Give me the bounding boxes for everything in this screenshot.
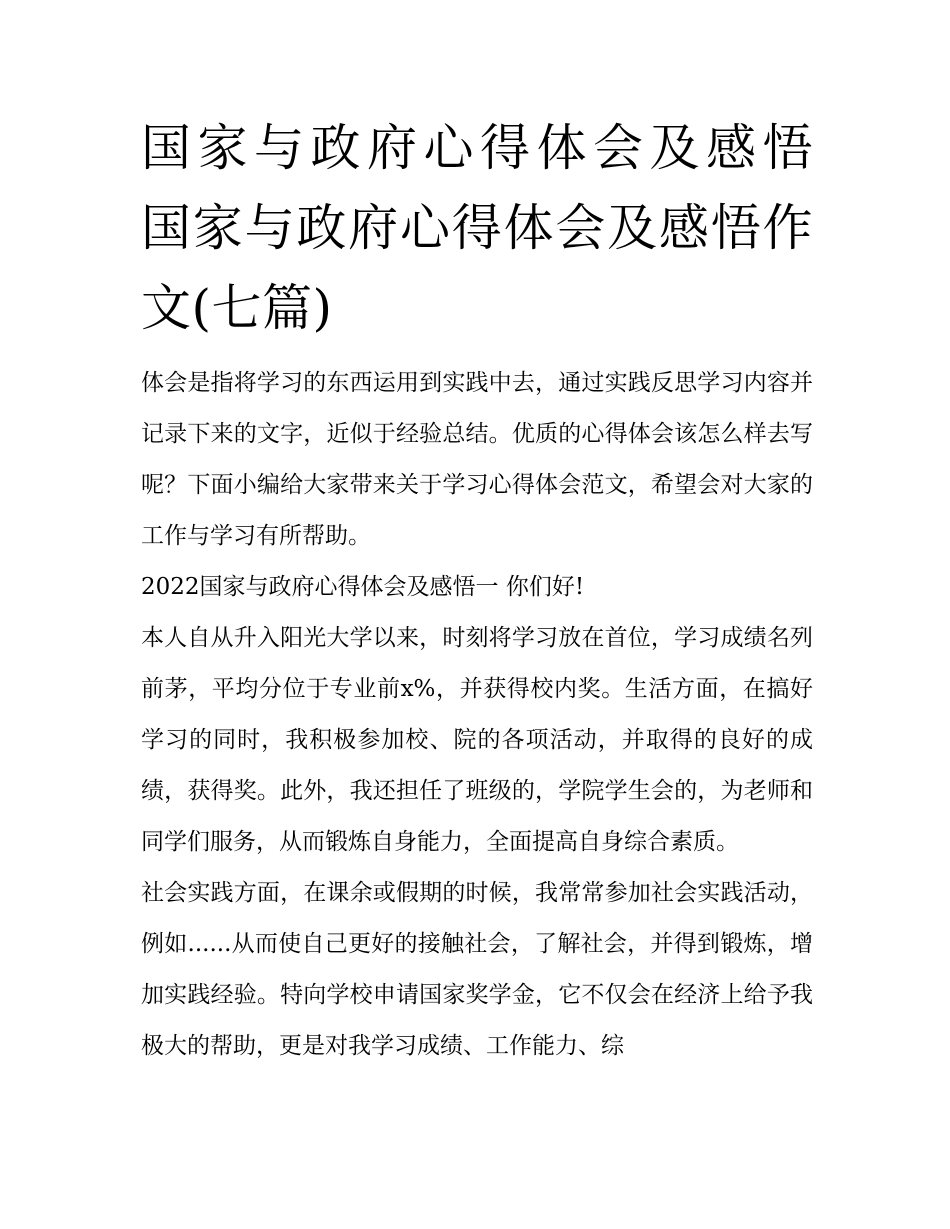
document-content — [141, 108, 813, 1072]
document-title: 国家与政府心得体会及感悟 国家与政府心得体会及感悟作文(七篇) — [141, 119, 813, 337]
paragraph-social-practice: 社会实践方面，在课余或假期的时候，我常常参加社会实践活动，例如......从而使自己更好的接触社会，了解社会，并得到锻炼，增加实践经验。特向学校申请国家奖学金，它不仅会在经济上给予我极大的帮助，更是对我学习成绩、工作能力、综 — [141, 880, 813, 1059]
paragraph-study-life: 本人自从升入阳光大学以来，时刻将学习放在首位，学习成绩名列前茅，平均分位于专业前x%，并获得校内奖。生活方面，在搞好学习的同时，我积极参加校、院的各项活动，并取得的良好的成绩，获得奖。此外，我还担任了班级的，学院学生会的，为老师和同学们服务，从而锻炼自身能力，全面提高自身综合素质。 — [141, 625, 813, 855]
document-body — [141, 358, 813, 1072]
paragraph-section-heading: 2022国家与政府心得体会及感悟一 你们好! — [141, 574, 585, 600]
paragraph-intro: 体会是指将学习的东西运用到实践中去，通过实践反思学习内容并记录下来的文字，近似于经验总结。优质的心得体会该怎么样去写呢？下面小编给大家带来关于学习心得体会范文，希望会对大家的工作与学习有所帮助。 — [141, 370, 813, 549]
